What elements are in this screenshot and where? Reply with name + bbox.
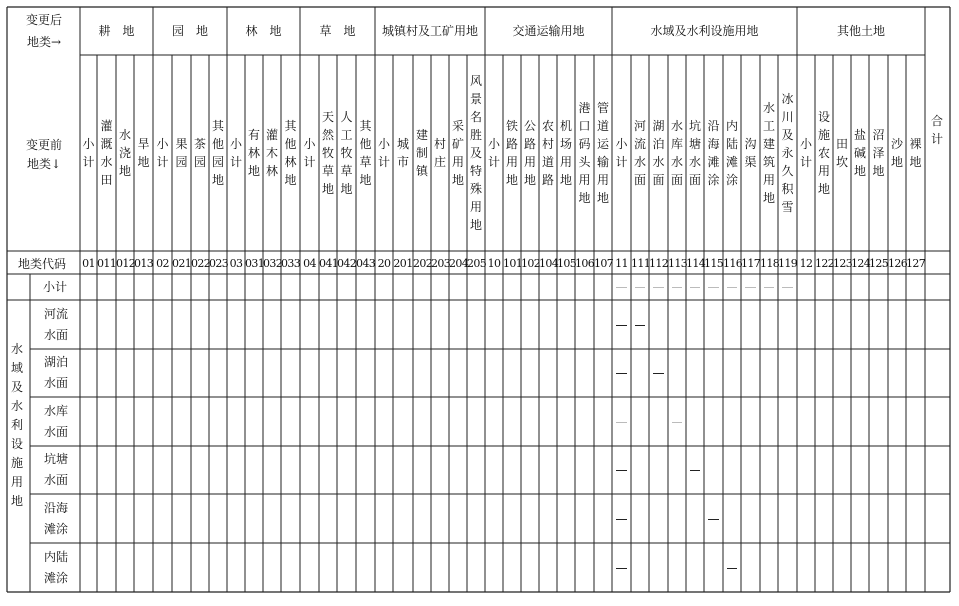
- column-code: 127: [906, 257, 926, 270]
- empty-cell-dash: [690, 470, 700, 471]
- column-code: 115: [704, 257, 724, 270]
- column-header: 沙地: [890, 137, 903, 169]
- empty-cell-dash: [782, 287, 793, 288]
- column-header: 果园: [175, 137, 188, 169]
- empty-cell-dash: [745, 287, 756, 288]
- column-header: 设施农用地: [817, 110, 830, 196]
- column-code: 123: [833, 257, 853, 270]
- column-header: 小计: [615, 137, 628, 169]
- column-header: 裸地: [909, 137, 922, 169]
- empty-cell-dash: [616, 325, 627, 326]
- column-code: 118: [760, 257, 780, 270]
- code-row-label: 地类代码: [17, 257, 66, 271]
- column-code: 011: [97, 257, 117, 270]
- column-header: 铁路用地: [505, 119, 518, 187]
- column-header: 港口码头用地: [578, 101, 591, 205]
- column-header: 灌溉水田: [100, 119, 113, 187]
- column-header: 旱地: [137, 137, 150, 169]
- column-code: 01: [82, 257, 95, 270]
- group-header: 其他土地: [836, 24, 885, 38]
- column-code: 111: [631, 257, 651, 270]
- column-header: 其他园地: [211, 119, 224, 187]
- column-header: 小计: [487, 137, 500, 169]
- empty-cell-dash: [616, 287, 627, 288]
- row-label: 沿海滩涂: [43, 500, 68, 536]
- column-code: 042: [337, 257, 357, 270]
- column-code: 022: [191, 257, 211, 270]
- column-code: 20: [377, 257, 391, 270]
- column-code: 202: [413, 257, 433, 270]
- column-header: 田坎: [835, 137, 848, 169]
- column-code: 102: [521, 257, 541, 270]
- column-code: 119: [778, 257, 798, 270]
- group-header: 耕 地: [98, 24, 135, 38]
- column-code: 031: [245, 257, 265, 270]
- empty-cell-dash: [616, 422, 627, 423]
- empty-cell-dash: [708, 519, 719, 520]
- empty-cell-dash: [764, 287, 774, 288]
- column-code: 023: [209, 257, 229, 270]
- column-header: 采矿用地: [451, 119, 464, 187]
- column-code: 12: [799, 257, 813, 270]
- group-header: 城镇村及工矿用地: [381, 24, 478, 38]
- empty-cell-dash: [708, 287, 719, 288]
- column-header: 茶园: [193, 137, 206, 169]
- column-header: 人工牧草地: [340, 110, 353, 196]
- column-header: 村庄: [433, 137, 446, 169]
- empty-cell-dash: [727, 287, 737, 288]
- column-code: 117: [741, 257, 761, 270]
- column-code: 126: [888, 257, 908, 270]
- empty-cell-dash: [727, 568, 737, 569]
- column-code: 10: [487, 257, 501, 270]
- row-label: 河流水面: [43, 306, 68, 342]
- column-code: 043: [356, 257, 376, 270]
- column-code: 112: [649, 257, 669, 270]
- column-header: 有林地: [247, 128, 260, 178]
- column-header: 管道运输用地: [596, 101, 609, 205]
- column-header: 冰川及永久积雪: [781, 92, 794, 214]
- column-header: 盐碱地: [853, 128, 866, 178]
- column-code: 041: [319, 257, 339, 270]
- group-header: 交通运输用地: [512, 24, 585, 38]
- column-header: 机场用地: [559, 119, 572, 187]
- column-header: 沟渠: [744, 137, 757, 169]
- column-header: 水库水面: [670, 119, 683, 187]
- column-code: 012: [116, 257, 136, 270]
- column-header: 风景名胜及特殊用地: [469, 74, 482, 232]
- column-code: 114: [686, 257, 706, 270]
- column-code: 032: [263, 257, 283, 270]
- column-header: 其他草地: [359, 119, 372, 187]
- empty-cell-dash: [653, 373, 664, 374]
- empty-cell-dash: [672, 287, 682, 288]
- column-code: 104: [539, 257, 559, 270]
- row-label: 水库水面: [43, 403, 68, 439]
- column-header: 其他林地: [284, 119, 297, 187]
- column-code: 04: [303, 257, 316, 270]
- group-header: 林 地: [245, 24, 282, 38]
- column-code: 116: [723, 257, 743, 270]
- column-header: 小计: [82, 137, 95, 169]
- corner-after-sub: 地类→: [26, 35, 62, 49]
- column-code: 113: [668, 257, 688, 270]
- column-header: 小计: [229, 137, 242, 169]
- column-header: 天然牧草地: [321, 110, 334, 196]
- column-header: 沼泽地: [872, 128, 885, 178]
- corner-before-sub: 地类↓: [26, 157, 62, 171]
- empty-cell-dash: [616, 373, 627, 374]
- row-label: 小计: [42, 279, 67, 294]
- row-label: 湖泊水面: [43, 355, 68, 390]
- corner-after-label: 变更后: [25, 13, 62, 27]
- column-code: 204: [449, 257, 469, 270]
- column-code: 033: [281, 257, 301, 270]
- row-group-label: 水域及水利设施用地: [10, 342, 23, 508]
- column-code: 013: [134, 257, 154, 270]
- group-header: 水域及水利设施用地: [650, 24, 759, 38]
- row-label: 坑塘水面: [43, 452, 68, 487]
- column-header: 坑塘水面: [688, 119, 701, 187]
- empty-cell-dash: [672, 422, 682, 423]
- column-header: 灌木林: [265, 128, 278, 178]
- group-header: 园 地: [171, 24, 208, 38]
- column-code: 125: [869, 257, 889, 270]
- column-header: 内陆滩涂: [725, 119, 738, 187]
- column-code: 101: [503, 257, 523, 270]
- empty-cell-dash: [616, 470, 627, 471]
- column-code: 02: [156, 257, 169, 270]
- column-header: 水浇地: [118, 128, 131, 178]
- column-header: 小计: [377, 137, 390, 169]
- column-code: 11: [615, 257, 628, 270]
- column-code: 201: [393, 257, 413, 270]
- column-header: 建制镇: [415, 128, 428, 178]
- total-label: 合计: [930, 114, 943, 146]
- column-code: 124: [851, 257, 871, 270]
- corner-before-label: 变更前: [25, 138, 62, 152]
- empty-cell-dash: [616, 568, 627, 569]
- column-code: 03: [229, 257, 243, 270]
- column-header: 城市: [396, 137, 409, 169]
- column-header: 农村道路: [541, 119, 554, 187]
- column-header: 小计: [303, 137, 316, 169]
- column-header: 公路用地: [523, 119, 536, 187]
- empty-cell-dash: [690, 287, 700, 288]
- column-code: 021: [172, 257, 192, 270]
- column-code: 105: [557, 257, 577, 270]
- column-code: 122: [815, 257, 835, 270]
- column-header: 小计: [799, 137, 812, 169]
- empty-cell-dash: [635, 287, 645, 288]
- column-code: 205: [467, 257, 487, 270]
- column-code: 203: [431, 257, 451, 270]
- group-header: 草 地: [319, 24, 356, 38]
- column-header: 水工建筑用地: [762, 101, 775, 205]
- empty-cell-dash: [653, 287, 664, 288]
- column-header: 河流水面: [633, 119, 646, 187]
- row-label: 内陆滩涂: [43, 549, 68, 585]
- empty-cell-dash: [616, 519, 627, 520]
- column-code: 107: [594, 257, 614, 270]
- empty-cell-dash: [635, 325, 645, 326]
- column-header: 小计: [156, 137, 169, 169]
- column-header: 湖泊水面: [652, 119, 665, 187]
- column-header: 沿海滩涂: [707, 119, 720, 187]
- column-code: 106: [575, 257, 595, 270]
